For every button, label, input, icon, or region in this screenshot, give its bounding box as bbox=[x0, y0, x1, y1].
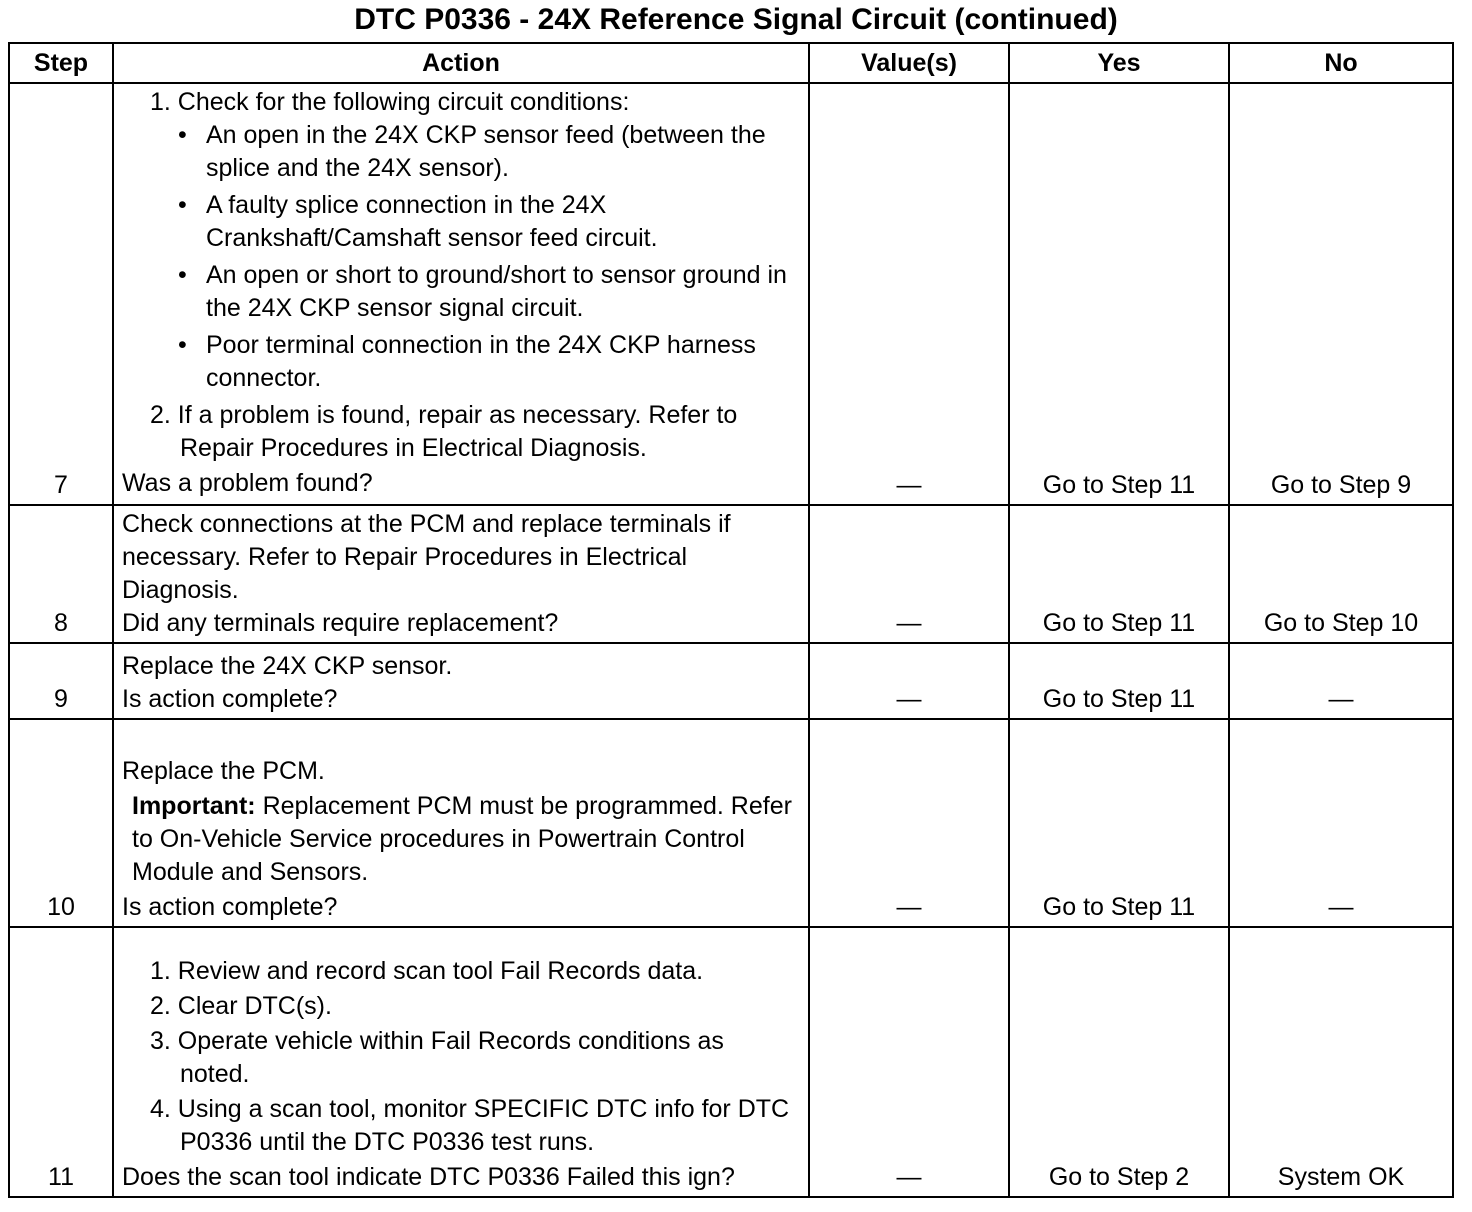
table-row bbox=[9, 505, 1453, 643]
list-item: • Poor terminal connection in the 24X CKP harness connector. bbox=[122, 329, 800, 395]
value-cell: — bbox=[809, 83, 1009, 505]
action-text: Replace the PCM. bbox=[122, 757, 325, 785]
step-number: 11 bbox=[9, 927, 113, 1197]
yes-cell: Go to Step 2 bbox=[1009, 927, 1229, 1197]
action-text: Replace the 24X CKP sensor. bbox=[122, 652, 453, 680]
no-cell: — bbox=[1229, 719, 1453, 927]
header-no: No bbox=[1229, 43, 1453, 83]
page-title: DTC P0336 - 24X Reference Signal Circuit (continued) bbox=[354, 3, 1118, 36]
yes-cell: Go to Step 11 bbox=[1009, 83, 1229, 505]
question-text: Was a problem found? bbox=[122, 469, 373, 497]
header-step: Step bbox=[9, 43, 113, 83]
no-cell: Go to Step 9 bbox=[1229, 83, 1453, 505]
action-cell bbox=[113, 83, 809, 505]
yes-cell: Go to Step 11 bbox=[1009, 505, 1229, 643]
bullet-list bbox=[122, 119, 800, 395]
no-cell: — bbox=[1229, 643, 1453, 719]
important-label: Important: bbox=[132, 792, 256, 820]
important-text: Replacement PCM must be programmed. Refer to On-Vehicle Service procedures in Powertrain Control Module and Sensors. bbox=[132, 792, 792, 886]
question-text: Is action complete? bbox=[122, 685, 338, 713]
numbered-list bbox=[122, 399, 800, 465]
list-item: 1. Review and record scan tool Fail Records data. bbox=[150, 957, 704, 985]
table-row bbox=[9, 83, 1453, 505]
question-text: Does the scan tool indicate DTC P0336 Failed this ign? bbox=[122, 1163, 735, 1191]
header-yes: Yes bbox=[1009, 43, 1229, 83]
table-row bbox=[9, 927, 1453, 1197]
step-number: 9 bbox=[9, 643, 113, 719]
list-item: 2. Clear DTC(s). bbox=[150, 992, 332, 1020]
list-item: • An open or short to ground/short to sensor ground in the 24X CKP sensor signal circuit. bbox=[122, 259, 800, 325]
step-number: 7 bbox=[9, 83, 113, 505]
list-item: • An open in the 24X CKP sensor feed (between the splice and the 24X sensor). bbox=[122, 119, 800, 185]
step-number: 8 bbox=[9, 505, 113, 643]
step-number: 10 bbox=[9, 719, 113, 927]
yes-cell: Go to Step 11 bbox=[1009, 643, 1229, 719]
value-cell: — bbox=[809, 927, 1009, 1197]
action-cell bbox=[113, 719, 809, 927]
list-item: 4. Using a scan tool, monitor SPECIFIC DTC info for DTC P0336 until the DTC P0336 test runs. bbox=[150, 1095, 790, 1156]
numbered-list bbox=[122, 86, 800, 119]
table-row bbox=[9, 719, 1453, 927]
header-action: Action bbox=[113, 43, 809, 83]
value-cell: — bbox=[809, 719, 1009, 927]
value-cell: — bbox=[809, 643, 1009, 719]
no-cell: Go to Step 10 bbox=[1229, 505, 1453, 643]
question-text: Is action complete? bbox=[122, 893, 338, 921]
list-item: 3. Operate vehicle within Fail Records conditions as noted. bbox=[150, 1027, 724, 1088]
action-cell bbox=[113, 643, 809, 719]
question-text: Did any terminals require replacement? bbox=[122, 609, 559, 637]
value-cell: — bbox=[809, 505, 1009, 643]
numbered-list bbox=[122, 955, 800, 1159]
list-item: 2. If a problem is found, repair as necessary. Refer to Repair Procedures in Electrical Diagnosis. bbox=[150, 401, 738, 462]
dtc-table bbox=[8, 42, 1454, 1198]
yes-cell: Go to Step 11 bbox=[1009, 719, 1229, 927]
header-values: Value(s) bbox=[809, 43, 1009, 83]
no-cell: System OK bbox=[1229, 927, 1453, 1197]
list-item: 1. Check for the following circuit conditions: bbox=[150, 88, 630, 116]
header-row bbox=[9, 43, 1453, 83]
action-cell bbox=[113, 927, 809, 1197]
important-note bbox=[122, 790, 800, 889]
list-item: • A faulty splice connection in the 24X Crankshaft/Camshaft sensor feed circuit. bbox=[122, 189, 800, 255]
table-row bbox=[9, 643, 1453, 719]
action-cell bbox=[113, 505, 809, 643]
action-text: Check connections at the PCM and replace terminals if necessary. Refer to Repair Procedures in Electrical Diagnosis. bbox=[122, 510, 731, 604]
